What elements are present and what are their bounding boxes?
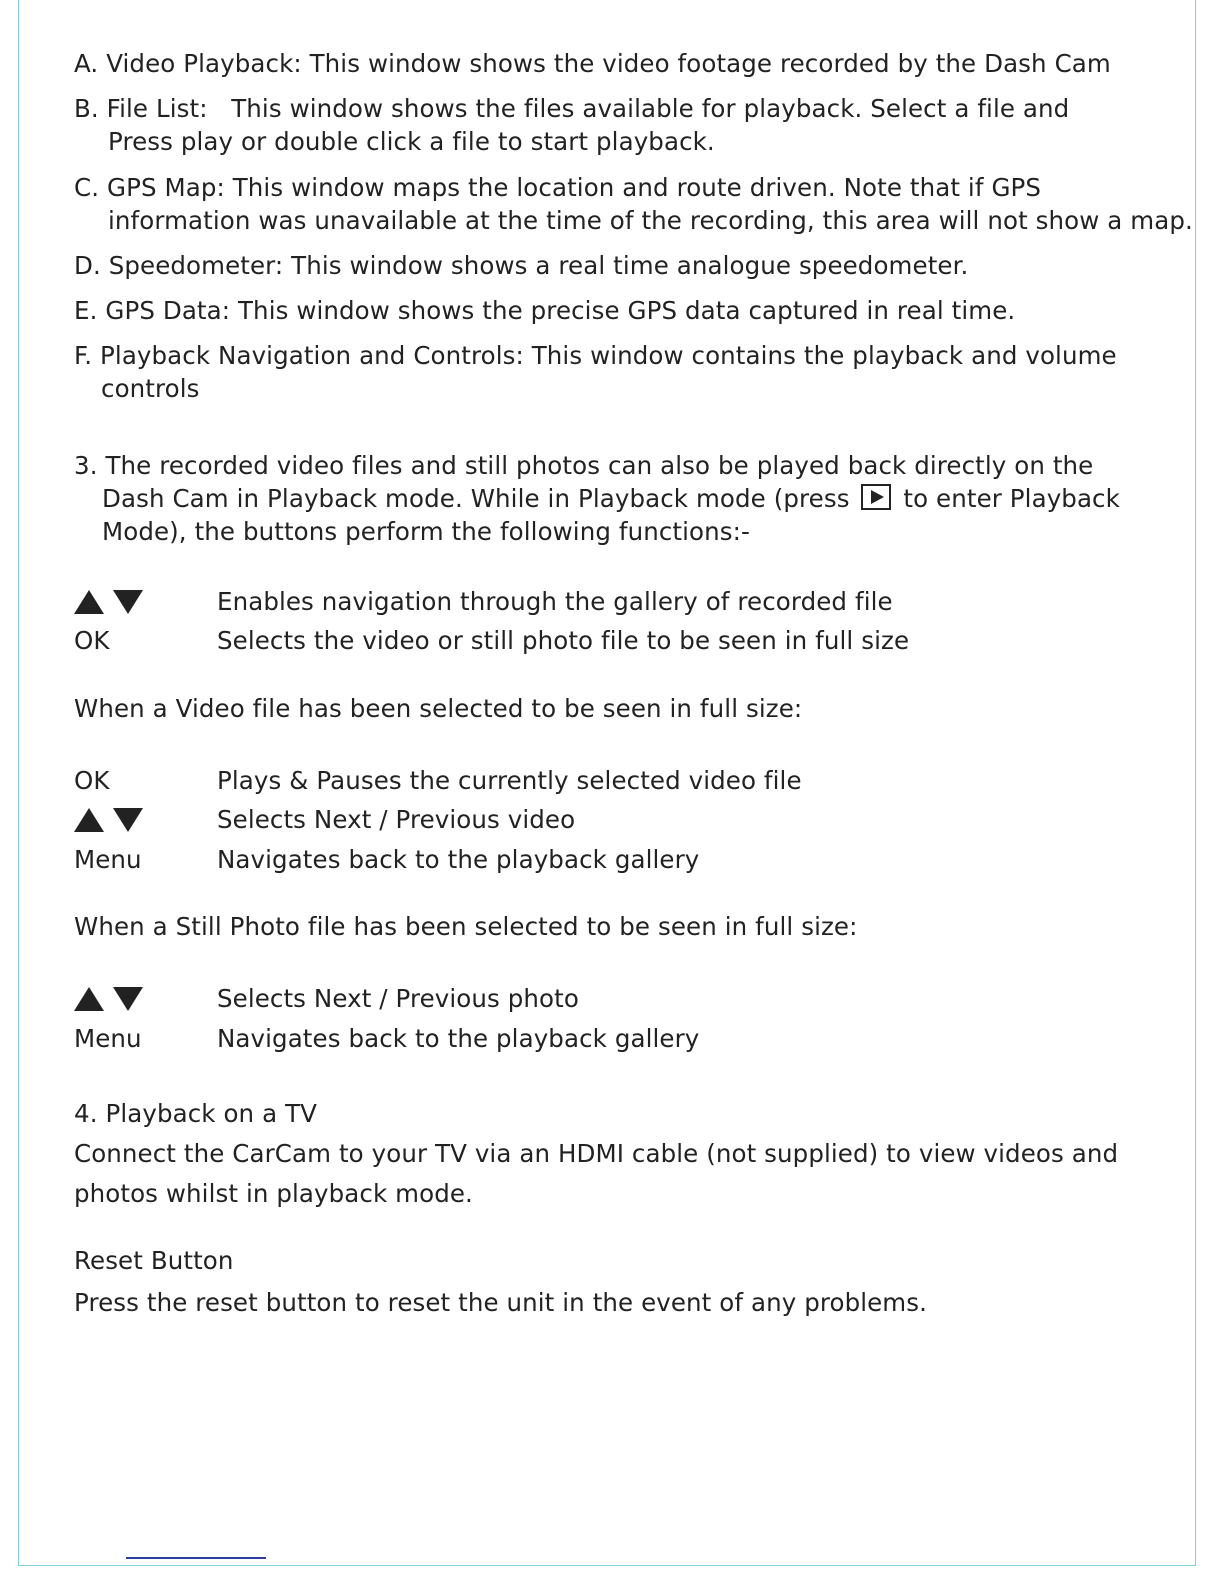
down-arrow-icon bbox=[113, 590, 143, 614]
step-3-line-1: 3. The recorded video files and still photos can also be played back directly on the bbox=[74, 451, 1094, 480]
window-item-d-line-1: D. Speedometer: This window shows a real time analogue speedometer. bbox=[74, 251, 969, 280]
gallery-control-row bbox=[74, 584, 1074, 620]
step-3-line-3: Mode), the buttons perform the following functions:- bbox=[102, 517, 750, 546]
reset-heading: Reset Button bbox=[74, 1246, 234, 1275]
control-key: OK bbox=[74, 766, 110, 795]
control-key: Menu bbox=[74, 845, 142, 874]
video-control-row bbox=[74, 763, 1074, 799]
footer-rule bbox=[126, 1557, 266, 1559]
control-description: Selects the video or still photo file to be seen in full size bbox=[217, 626, 910, 655]
control-key: OK bbox=[74, 626, 110, 655]
control-description: Navigates back to the playback gallery bbox=[217, 845, 700, 874]
step-3-line-2 bbox=[74, 482, 1120, 515]
up-arrow-icon bbox=[74, 987, 104, 1011]
window-item-b-line-2: Press play or double click a file to start playback. bbox=[108, 127, 715, 156]
window-item-f-line-2: controls bbox=[101, 374, 200, 403]
tv-section bbox=[74, 1094, 1118, 1214]
window-item-e bbox=[74, 294, 1015, 327]
window-item-c-line-2: information was unavailable at the time of the recording, this area will not show a map. bbox=[108, 206, 1193, 235]
video-intro: When a Video file has been selected to be seen in full size: bbox=[74, 694, 803, 723]
window-item-e-line-1: E. GPS Data: This window shows the precise GPS data captured in real time. bbox=[74, 296, 1016, 325]
reset-text: Press the reset button to reset the unit in the event of any problems. bbox=[74, 1288, 928, 1317]
photo-control-row bbox=[74, 1021, 1074, 1057]
window-item-b-line-1: B. File List: This window shows the files available for playback. Select a file and bbox=[74, 94, 1070, 123]
step-3-line-2-after: to enter Playback bbox=[903, 484, 1120, 513]
window-item-a bbox=[74, 47, 1111, 80]
control-description: Enables navigation through the gallery of recorded file bbox=[217, 587, 893, 616]
step-3-paragraph bbox=[74, 449, 1120, 548]
window-item-f-line-1: F. Playback Navigation and Controls: This window contains the playback and volume bbox=[74, 341, 1117, 370]
down-arrow-icon bbox=[113, 808, 143, 832]
play-icon bbox=[861, 484, 891, 510]
control-key: Menu bbox=[74, 1024, 142, 1053]
window-item-c bbox=[74, 171, 1193, 237]
video-control-row bbox=[74, 842, 1074, 878]
tv-line-1: Connect the CarCam to your TV via an HDMI cable (not supplied) to view videos and bbox=[74, 1139, 1119, 1168]
control-description: Plays & Pauses the currently selected video file bbox=[217, 766, 802, 795]
up-arrow-icon bbox=[74, 808, 104, 832]
window-item-d bbox=[74, 249, 968, 282]
control-description: Selects Next / Previous photo bbox=[217, 984, 579, 1013]
gallery-control-row bbox=[74, 623, 1074, 659]
tv-heading: 4. Playback on a TV bbox=[74, 1099, 317, 1128]
window-item-f bbox=[74, 339, 1117, 405]
video-control-row bbox=[74, 802, 1074, 838]
step-3-line-2-before: Dash Cam in Playback mode. While in Playback mode (press bbox=[102, 484, 850, 513]
photo-intro: When a Still Photo file has been selected to be seen in full size: bbox=[74, 912, 858, 941]
control-description: Navigates back to the playback gallery bbox=[217, 1024, 700, 1053]
tv-line-2: photos whilst in playback mode. bbox=[74, 1179, 473, 1208]
up-arrow-icon bbox=[74, 590, 104, 614]
window-item-c-line-1: C. GPS Map: This window maps the location and route driven. Note that if GPS bbox=[74, 173, 1042, 202]
reset-section bbox=[74, 1240, 927, 1324]
window-item-a-line-1: A. Video Playback: This window shows the video footage recorded by the Dash Cam bbox=[74, 49, 1111, 78]
down-arrow-icon bbox=[113, 987, 143, 1011]
window-item-b bbox=[74, 92, 1069, 158]
control-description: Selects Next / Previous video bbox=[217, 805, 576, 834]
photo-control-row bbox=[74, 981, 1074, 1017]
